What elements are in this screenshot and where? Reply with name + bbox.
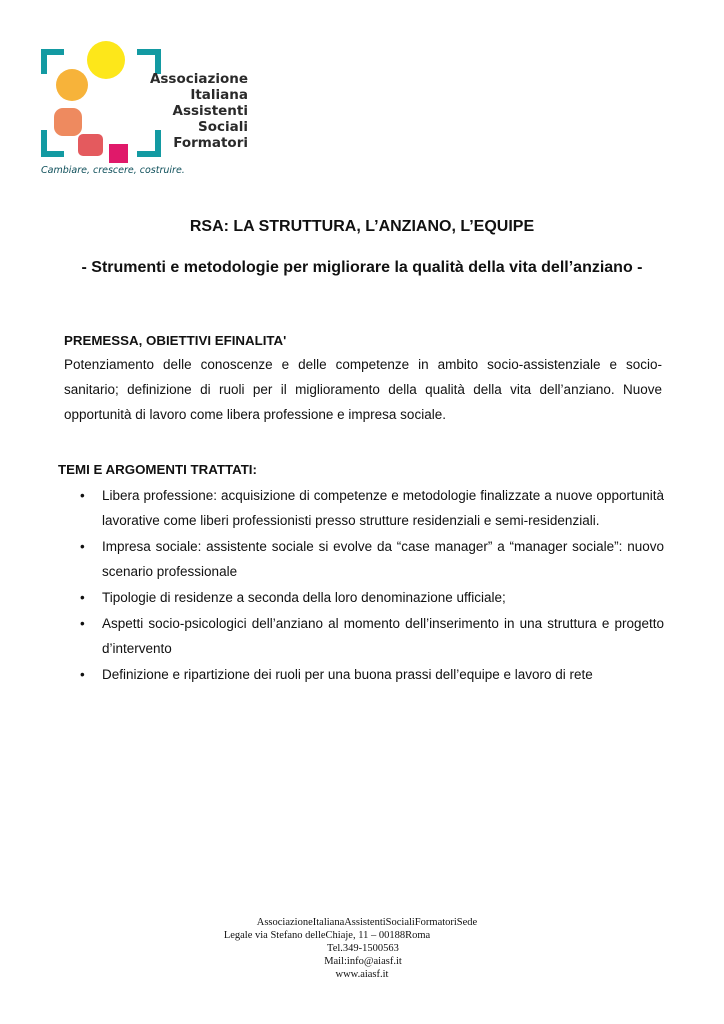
logo-bracket-top-left xyxy=(44,52,64,74)
list-item-text: Libera professione: acquisizione di competenze e metodologie finalizzate a nuove opportunità lavorative come liberi professionisti presso strutture residenziali e semi-residenziali. xyxy=(102,488,664,528)
list-item xyxy=(58,585,664,610)
list-item-text: Aspetti socio-psicologici dell’anziano al momento dell’inserimento in una struttura e progetto d’intervento xyxy=(102,616,664,656)
list-item-text: Impresa sociale: assistente sociale si evolve da “case manager” a “manager sociale”: nuovo scenario professionale xyxy=(102,539,664,579)
temi-list xyxy=(58,483,664,687)
logo-text-line: Formatori xyxy=(173,135,248,151)
logo-salmon-square xyxy=(54,108,82,136)
bullet-icon: • xyxy=(80,616,85,631)
logo-text xyxy=(118,71,248,151)
footer-website: www.aiasf.it xyxy=(335,969,389,980)
logo-tagline: Cambiare, crescere, costruire. xyxy=(41,165,185,176)
temi-heading: TEMI E ARGOMENTI TRATTATI: xyxy=(58,462,257,477)
bullet-icon: • xyxy=(80,488,85,503)
footer-address-line: Legale via Stefano delleChiaje, 11 – 00188Roma xyxy=(223,930,431,941)
bullet-icon: • xyxy=(80,590,85,605)
list-item xyxy=(58,534,664,584)
footer xyxy=(0,916,724,981)
premessa-heading: PREMESSA, OBIETTIVI EFINALITA' xyxy=(64,333,287,348)
association-logo xyxy=(38,38,248,183)
premessa-section xyxy=(64,331,662,427)
bullet-icon: • xyxy=(80,539,85,554)
list-item xyxy=(58,483,664,533)
list-item-text: Definizione e ripartizione dei ruoli per una buona prassi dell’equipe e lavoro di rete xyxy=(102,667,593,682)
bullet-icon: • xyxy=(80,667,85,682)
logo-orange-circle xyxy=(56,69,88,101)
list-item xyxy=(58,611,664,661)
document-subtitle: - Strumenti e metodologie per migliorare la qualità della vita dell’anziano - xyxy=(81,259,643,276)
premessa-text: Potenziamento delle conoscenze e delle competenze in ambito socio-assistenziale e socio-sanitario; definizione di ruoli per il miglioramento della qualità della vita dell’anziano. Nuove opportunità di lavoro come libera professione e impresa sociale. xyxy=(64,357,662,422)
logo-text-line: Associazione xyxy=(149,71,248,87)
logo-text-line: Assistenti Sociali xyxy=(172,103,248,135)
logo-red-square xyxy=(78,134,103,156)
document-title: RSA: LA STRUTTURA, L’ANZIANO, L’EQUIPE xyxy=(189,218,535,235)
footer-association-line: AssociazioneItalianaAssistentiSocialiFormatoriSede xyxy=(256,917,478,928)
temi-section xyxy=(58,460,664,688)
list-item-text: Tipologie di residenze a seconda della loro denominazione ufficiale; xyxy=(102,590,506,605)
logo-text-line: Italiana xyxy=(190,87,248,103)
list-item xyxy=(58,662,664,687)
footer-email: Mail:info@aiasf.it xyxy=(324,956,402,967)
footer-phone: Tel.349-1500563 xyxy=(327,943,399,954)
